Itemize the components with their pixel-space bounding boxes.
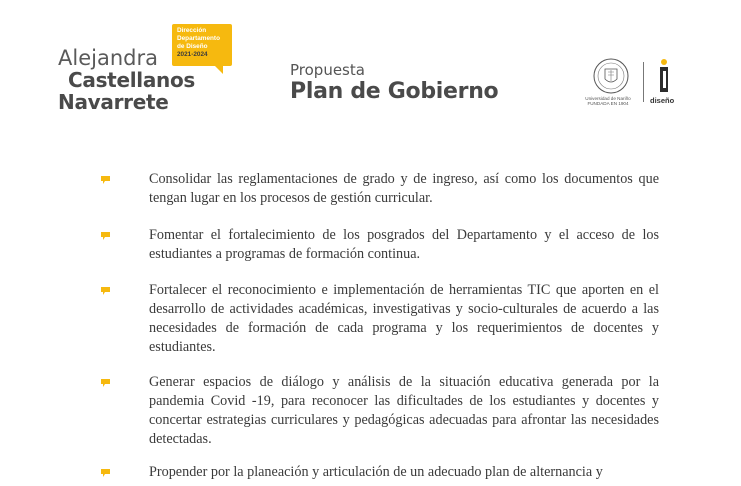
list-item-text: Fomentar el fortalecimiento de los posgrados del Departamento y el acceso de los estudiantes a programas de formación continua. [149, 227, 659, 262]
speech-bubble-bullet-icon [101, 176, 110, 184]
university-seal-icon [585, 57, 637, 95]
university-caption-name: Universidad de Nariño [585, 96, 631, 101]
logo-divider [643, 62, 644, 102]
badge-tail-icon [214, 65, 223, 74]
list-item-text: Fortalecer el reconocimiento e implementación de herramientas TIC que aporten en el desarrollo de actividades académicas, investigativas y socio-culturales de acuerdo a las necesidades de formación de cada programa y los requerimientos de docentes y estudiantes. [149, 282, 659, 355]
speech-bubble-bullet-icon [101, 287, 110, 295]
speech-bubble-bullet-icon [101, 232, 110, 240]
badge-line-3: de Diseño [177, 43, 208, 50]
page-title: Plan de Gobierno [290, 79, 499, 104]
list-item-text: Generar espacios de diálogo y análisis de la situación educativa generada por la pandemia Covid -19, para reconocer las dificultades de los estudiantes y docentes y concertar estrategias curriculares y pedagógicas adecuadas para afrontar las necesidades detectadas. [149, 374, 659, 447]
badge-line-2: Departamento [177, 35, 220, 42]
university-caption-founded: FUNDADA EN 1904 [587, 101, 629, 106]
list-item-text: Propender por la planeación y articulación de un adecuado plan de alternancia y [149, 464, 603, 480]
author-surname-1: Castellanos [68, 68, 195, 92]
design-logo-icon [651, 58, 677, 94]
list-item-text: Consolidar las reglamentaciones de grado y de ingreso, así como los documentos que tengan lugar en los procesos de gestión curricular. [149, 171, 659, 206]
role-badge [172, 24, 232, 66]
speech-bubble-bullet-icon [101, 469, 110, 477]
design-caption: diseño [650, 96, 675, 105]
author-surname-2: Navarrete [58, 90, 169, 114]
university-caption [582, 96, 634, 106]
badge-years: 2021-2024 [177, 51, 208, 58]
page-subtitle: Propuesta [290, 61, 365, 79]
badge-line-1: Dirección [177, 27, 207, 34]
speech-bubble-bullet-icon [101, 379, 110, 387]
author-first-name: Alejandra [58, 46, 158, 70]
